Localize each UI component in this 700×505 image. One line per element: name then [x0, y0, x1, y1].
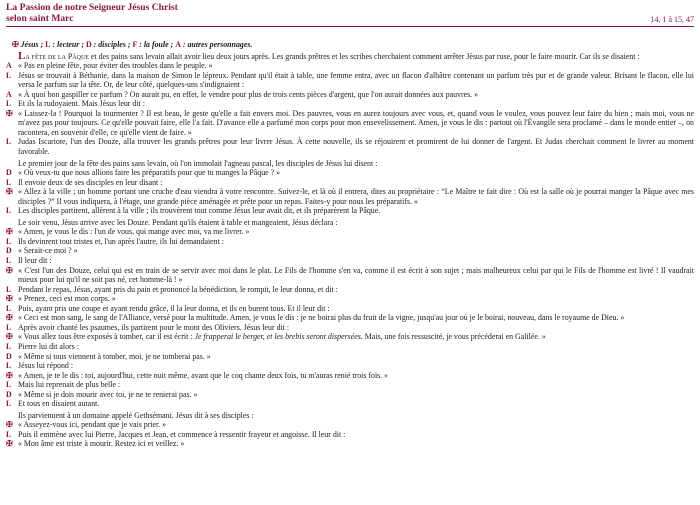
line-lecteur: L Jésus se trouvait à Béthanie, dans la maison de Simon le lépreux. Pendant qu'il était à table, une femme entra, avec un flacon d'albâtre contenant un parfum très pur et de grande valeur. Brisant le flacon, elle lui versa le parfum sur la tête. Or, de leur côté, quelques-uns s'indignaient : — [6, 70, 694, 90]
line-lecteur: L Pierre lui dit alors : — [6, 341, 79, 351]
line-lecteur: L Mais lui reprenait de plus belle : — [6, 380, 121, 390]
speaker-marker: L — [6, 322, 12, 332]
speaker-marker: L — [6, 236, 12, 246]
line-jesus: ✠ « Asseyez-vous ici, pendant que je vais prier. » — [6, 420, 167, 430]
jesus-cross-icon: ✠ — [6, 265, 13, 275]
line-lecteur: L Puis, ayant pris une coupe et ayant rendu grâce, il la leur donna, et ils en burent tous. Et il leur dit : — [6, 303, 330, 313]
line-lecteur: L Les disciples partirent, allèrent à la ville ; ils trouvèrent tout comme Jésus leur avait dit, et ils préparèrent la Pâque. — [6, 206, 381, 216]
speaker-marker: L — [6, 429, 12, 439]
line-lecteur: L Pendant le repas, Jésus, ayant pris du pain et prononcé la bénédiction, le rompit, le leur donna, et dit : — [6, 284, 338, 294]
line-autres: A « À quoi bon gaspiller ce parfum ? On aurait pu, en effet, le vendre pour plus de trois cents pièces d'argent, que l'on aurait données aux pauvres. » — [6, 89, 479, 99]
jesus-cross-icon: ✠ — [6, 294, 13, 304]
line-lecteur: L Après avoir chanté les psaumes, ils partirent pour le mont des Oliviers. Jésus leur dit : — [6, 322, 290, 332]
line-jesus: ✠ « Ceci est mon sang, le sang de l'Alliance, versé pour la multitude. Amen, je vous le dis : je ne boirai plus du fruit de la vigne, jusqu'au jour où je le boirai, nouveau, dans le royaume de Dieu. » — [6, 313, 625, 323]
line-lecteur: L Jésus lui répond : — [6, 361, 74, 371]
jesus-cross-icon: ✠ — [6, 227, 13, 237]
speaker-marker: L — [6, 361, 12, 371]
line-disciples: D « Serait-ce moi ? » — [6, 246, 78, 256]
speaker-marker: L — [6, 206, 12, 216]
jesus-cross-icon: ✠ — [6, 332, 13, 342]
line-lecteur: L Et ils la rudoyaient. Mais Jésus leur dit : — [6, 99, 145, 109]
speaker-marker: D — [6, 246, 12, 256]
speaker-marker: D — [6, 168, 12, 178]
speaker-marker: A — [6, 61, 12, 71]
speaker-legend: ✠ Jésus ; L : lecteur ; D : disciples ; F : la foule ; A : autres personnages. — [12, 40, 253, 49]
line-disciples: D « Même si tous viennent à tomber, moi, je ne tomberai pas. » — [6, 351, 211, 361]
line-lecteur: L Judas Iscariote, l'un des Douze, alla trouver les grands prêtres pour leur livrer Jésus. À cette nouvelle, ils se réjouirent et promirent de lui donner de l'argent. Et Judas cherchait comment le livrer au moment favorable. — [6, 137, 694, 157]
page-header — [6, 2, 694, 27]
jesus-cross-icon: ✠ — [6, 420, 13, 430]
title-line-2: selon saint Marc — [6, 13, 74, 24]
speaker-marker: L — [6, 303, 12, 313]
jesus-cross-icon: ✠ — [6, 313, 13, 323]
line-autres: A « Pas en pleine fête, pour éviter des troubles dans le peuple. » — [6, 61, 213, 71]
speaker-marker: L — [6, 380, 12, 390]
line-jesus: ✠ « Vous allez tous être exposés à tomber, car il est écrit : Je frapperai le berger, et les brebis seront dispersées. Mais, une fois ressuscité, je vous précéderai en Galilée. » — [6, 332, 546, 342]
narrative-paragraph: Ils parviennent à un domaine appelé Gethsémani. Jésus dit à ses disciples : — [18, 410, 254, 420]
document-body — [6, 40, 694, 449]
speaker-marker: A — [6, 89, 12, 99]
line-jesus: ✠ « Amen, je te le dis : toi, aujourd'hui, cette nuit même, avant que le coq chante deux fois, tu m'auras renié trois fois. » — [6, 370, 389, 380]
line-lecteur: L Ils devinrent tout tristes et, l'un après l'autre, ils lui demandaient : — [6, 236, 224, 246]
speaker-marker: L — [6, 99, 12, 109]
line-jesus: ✠ « Laissez-la ! Pourquoi la tourmenter ? Il est beau, le geste qu'elle a fait envers moi. Des pauvres, vous en aurez toujours avec vous, et, quand vous le voulez, vous pouvez leur faire du bien ; mais moi, vous ne m'avez pas pour toujours. Ce qu'elle pouvait faire, elle l'a fait. D'avance elle a parfumé mon corps pour mon ensevelissement. Amen, je vous le dis : partout où l'Évangile sera proclamé – dans le monde entier –, on racontera, en souvenir d'elle, ce qu'elle vient de faire. » — [6, 108, 694, 137]
jesus-cross-icon: ✠ — [6, 108, 13, 118]
page-title — [6, 2, 178, 24]
jesus-cross-icon: ✠ — [12, 40, 19, 49]
line-lecteur: L Puis il emmène avec lui Pierre, Jacques et Jean, et commence à ressentir frayeur et angoisse. Il leur dit : — [6, 429, 346, 439]
line-jesus: ✠ « C'est l'un des Douze, celui qui est en train de se servir avec moi dans le plat. Le Fils de l'homme s'en va, comme il est écrit à son sujet ; mais malheureux celui par qui le Fils de l'homme est livré ! Il vaudrait mieux pour lui qu'il ne soit pas né, cet homme-là ! » — [6, 265, 694, 285]
speaker-marker: L — [6, 399, 12, 409]
narrative-paragraph: Le premier jour de la fête des pains sans levain, où l'on immolait l'agneau pascal, les disciples de Jésus lui disent : — [18, 158, 378, 168]
line-lecteur: L Et tous en disaient autant. — [6, 399, 100, 409]
speaker-marker: L — [6, 70, 12, 80]
line-jesus: ✠ « Allez à la ville ; un homme portant une cruche d'eau viendra à votre rencontre. Suivez-le, et là où il entrera, dites au propriétaire : “Le Maître te fait dire : Où est la salle où je pourrai manger la Pâque avec mes disciples ?” Il vous indiquera, à l'étage, une grande pièce aménagée et prête pour un repas. Faites-y pour nous les préparatifs. » — [6, 187, 694, 206]
line-jesus: ✠ « Prenez, ceci est mon corps. » — [6, 294, 116, 304]
speaker-marker: L — [6, 284, 12, 294]
line-jesus: ✠ « Amen, je vous le dis : l'un de vous, qui mange avec moi, va me livrer. » — [6, 227, 250, 237]
speaker-marker: L — [6, 256, 12, 266]
narrative-paragraph: La fête de la Pâque et des pains sans levain allait avoir lieu deux jours après. Les grands prêtres et les scribes cherchaient comment arrêter Jésus par ruse, pour le faire mourir. Car ils se disaient : — [18, 49, 640, 62]
line-jesus: ✠ « Mon âme est triste à mourir. Restez ici et veillez. » — [6, 439, 185, 449]
speaker-marker: D — [6, 351, 12, 361]
scripture-quotation: Je frapperai le berger, et les brebis seront dispersées. — [194, 332, 363, 342]
jesus-cross-icon: ✠ — [6, 370, 13, 380]
title-line-1: La Passion de notre Seigneur Jésus Christ — [6, 2, 178, 13]
line-disciples: D « Même si je dois mourir avec toi, je ne te renierai pas. » — [6, 389, 198, 399]
narrative-paragraph: Le soir venu, Jésus arrive avec les Douze. Pendant qu'ils étaient à table et mangeaient, Jésus déclara : — [18, 217, 338, 227]
speaker-marker: L — [6, 177, 12, 187]
jesus-cross-icon: ✠ — [6, 439, 13, 449]
drop-cap: L — [18, 49, 26, 62]
speaker-marker: L — [6, 341, 12, 351]
line-disciples: D « Où veux-tu que nous allions faire les préparatifs pour que tu manges la Pâque ? » — [6, 168, 281, 178]
jesus-cross-icon: ✠ — [6, 187, 13, 197]
scripture-reference: 14, 1 à 15, 47 — [650, 15, 694, 24]
speaker-marker: L — [6, 137, 12, 147]
line-lecteur: L Il leur dit : — [6, 256, 52, 266]
speaker-marker: D — [6, 389, 12, 399]
line-lecteur: L Il envoie deux de ses disciples en leur disant : — [6, 177, 163, 187]
